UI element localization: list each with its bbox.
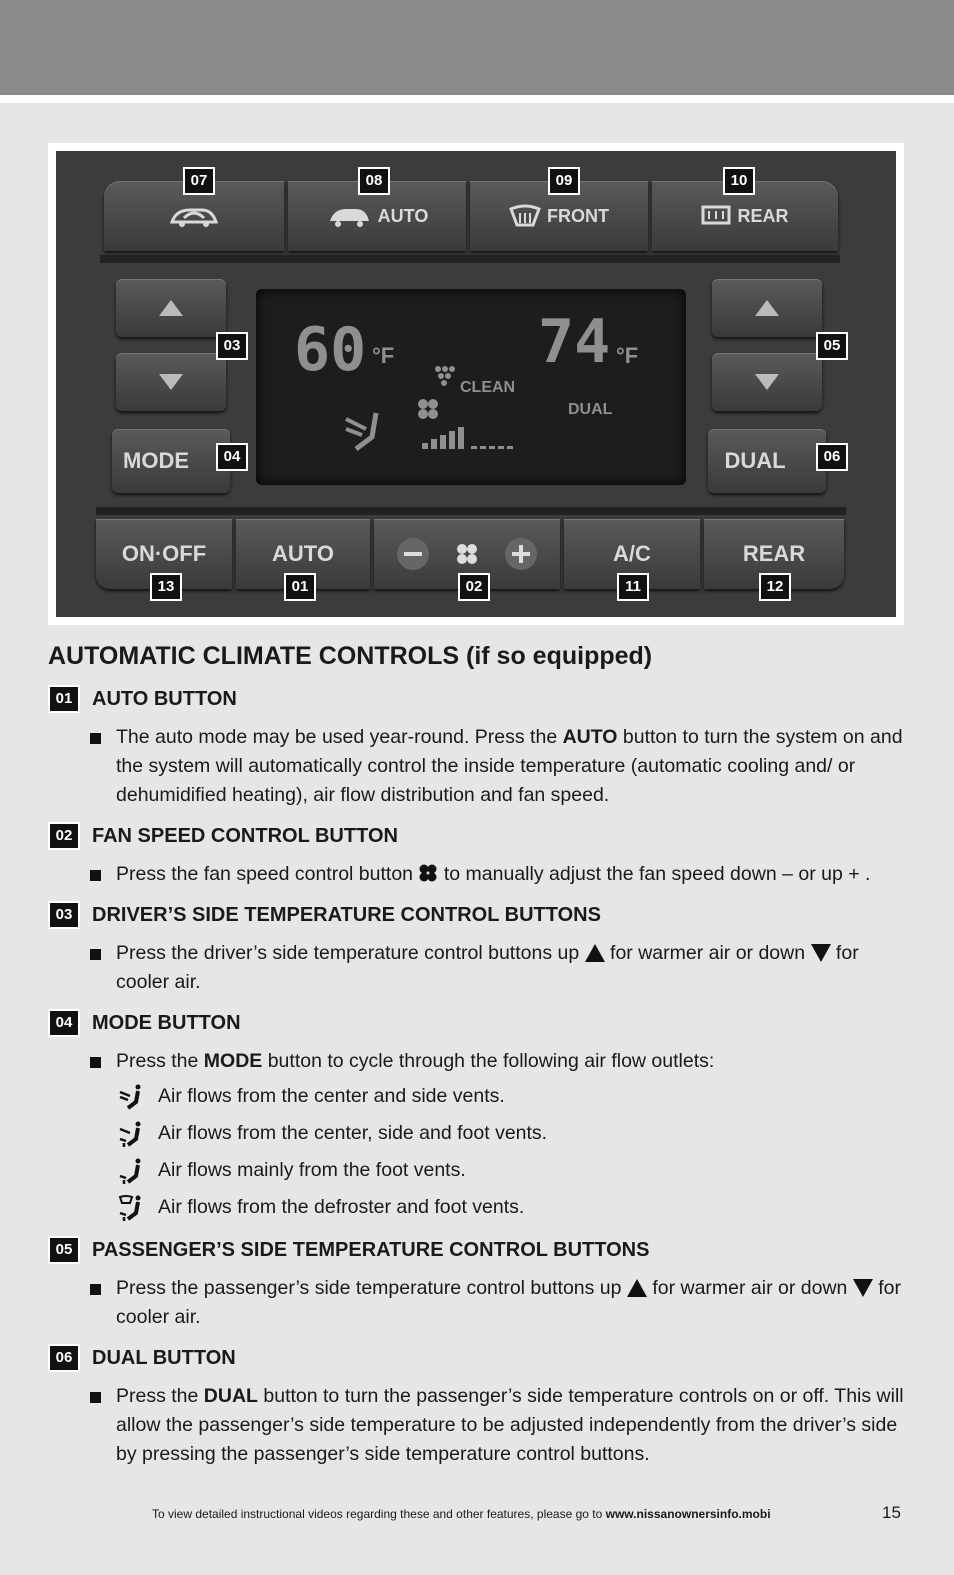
lcd-display (256, 289, 686, 485)
callout-12: 12 (759, 573, 791, 601)
fan-plus-icon (504, 537, 538, 571)
recirculation-car-icon (168, 202, 220, 230)
front-defrost-icon (509, 203, 541, 229)
driver-temp-unit: °F (372, 343, 395, 368)
triangle-down-icon (853, 1279, 873, 1297)
section-passenger-temp (48, 1236, 908, 1332)
section-title: DRIVER’S SIDE TEMPERATURE CONTROL BUTTONS (92, 903, 601, 926)
fan-minus-icon (396, 537, 430, 571)
panel-divider-bottom (96, 507, 846, 515)
page-title: AUTOMATIC CLIMATE CONTROLS (if so equipped) (48, 642, 653, 670)
footer-url: www.nissanownersinfo.mobi (605, 1507, 771, 1521)
fan-speed-bars (422, 427, 522, 451)
section-title: FAN SPEED CONTROL BUTTON (92, 824, 398, 847)
defrost-foot-icon (118, 1195, 146, 1221)
mode-option: Air flows from the center, side and foot vents. (118, 1115, 908, 1152)
auto-label: AUTO (272, 541, 334, 566)
section-text: Press the driver’s side temperature control buttons up for warmer air or down for cooler air. (116, 939, 908, 997)
callout-06: 06 (816, 443, 848, 471)
callout-05: 05 (816, 332, 848, 360)
callout-03: 03 (216, 332, 248, 360)
section-driver-temp (48, 901, 908, 997)
auto-recirculation-label: AUTO (377, 205, 429, 226)
fan-icon (454, 541, 480, 567)
section-auto-button (48, 685, 908, 810)
mode-option: Air flows from the center and side vents. (118, 1078, 908, 1115)
on-off-label: ON·OFF (121, 541, 207, 566)
clean-indicator: CLEAN (460, 379, 516, 396)
mode-option: Air flows mainly from the foot vents. (118, 1152, 908, 1189)
foot-icon (118, 1158, 146, 1184)
callout-08: 08 (358, 167, 390, 195)
vent-mode-icon (342, 407, 388, 453)
section-title: DUAL BUTTON (92, 1346, 236, 1369)
panel-divider-top (100, 255, 840, 263)
section-title: PASSENGER’S SIDE TEMPERATURE CONTROL BUTTONS (92, 1238, 650, 1261)
triangle-up-icon (627, 1279, 647, 1297)
section-number: 02 (48, 822, 80, 850)
triangle-up-icon (755, 300, 779, 316)
callout-11: 11 (617, 573, 649, 601)
footer-note: To view detailed instructional videos regarding these and other features, please go to www.nissanownersinfo.mobi (152, 1507, 771, 1521)
triangle-down-icon (159, 374, 183, 390)
climate-panel-photo (56, 151, 896, 617)
dual-button (708, 429, 826, 493)
rear-defrost-label: REAR (737, 205, 789, 226)
triangle-up-icon (585, 944, 605, 962)
section-text: Press the fan speed control button to manually adjust the fan speed down – or up + . (116, 860, 908, 889)
fan-icon (418, 863, 438, 883)
passenger-temp-unit: °F (616, 343, 639, 368)
bi-level-icon (118, 1121, 146, 1147)
section-text: Press the DUAL button to turn the passenger’s side temperature controls on or off. This will allow the passenger’s side temperature to be adjusted independently from the driver’s side by pressing the passenger’s side temperature control buttons. (116, 1382, 908, 1469)
callout-04: 04 (216, 443, 248, 471)
section-title: AUTO BUTTON (92, 687, 237, 710)
section-number: 05 (48, 1236, 80, 1264)
fan-icon (416, 397, 440, 421)
mode-option: Air flows from the defroster and foot vents. (118, 1189, 908, 1226)
vent-icon (118, 1084, 146, 1110)
rear-defrost-icon (701, 204, 731, 228)
passenger-temp-up-button (712, 279, 822, 337)
callout-01: 01 (284, 573, 316, 601)
section-mode-button (48, 1009, 908, 1226)
mode-label: MODE (123, 448, 189, 473)
dual-label: DUAL (724, 448, 786, 473)
auto-recirculation-car-icon (326, 203, 372, 229)
passenger-temp-readout: 74 (538, 307, 611, 377)
ac-label: A/C (613, 541, 651, 566)
triangle-down-icon (811, 944, 831, 962)
section-number: 03 (48, 901, 80, 929)
section-title: MODE BUTTON (92, 1011, 241, 1034)
driver-temp-down-button (116, 353, 226, 411)
callout-13: 13 (150, 573, 182, 601)
driver-temp-up-button (116, 279, 226, 337)
section-number: 06 (48, 1344, 80, 1372)
section-dual-button (48, 1344, 908, 1469)
callout-02: 02 (458, 573, 490, 601)
callout-07: 07 (183, 167, 215, 195)
rear-label: REAR (742, 541, 806, 566)
header-bar (0, 0, 954, 95)
front-defrost-label: FRONT (547, 205, 609, 226)
mode-button (112, 429, 230, 493)
callout-10: 10 (723, 167, 755, 195)
triangle-down-icon (755, 374, 779, 390)
section-text: Press the MODE button to cycle through the following air flow outlets: (116, 1047, 908, 1076)
purifier-icon (430, 359, 458, 387)
driver-temp-readout: 60 (294, 315, 367, 385)
section-number: 01 (48, 685, 80, 713)
header-rule (0, 95, 954, 103)
triangle-up-icon (159, 300, 183, 316)
section-text: The auto mode may be used year-round. Press the AUTO button to turn the system on and the system will automatically control the inside temperature (automatic cooling and/ or dehumidified heating), air flow distribution and fan speed. (116, 723, 908, 810)
section-number: 04 (48, 1009, 80, 1037)
page-number: 15 (882, 1503, 901, 1522)
callout-09: 09 (548, 167, 580, 195)
dual-indicator: DUAL (568, 401, 613, 418)
section-text: Press the passenger’s side temperature control buttons up for warmer air or down for cooler air. (116, 1274, 908, 1332)
section-fan-speed (48, 822, 908, 889)
passenger-temp-down-button (712, 353, 822, 411)
